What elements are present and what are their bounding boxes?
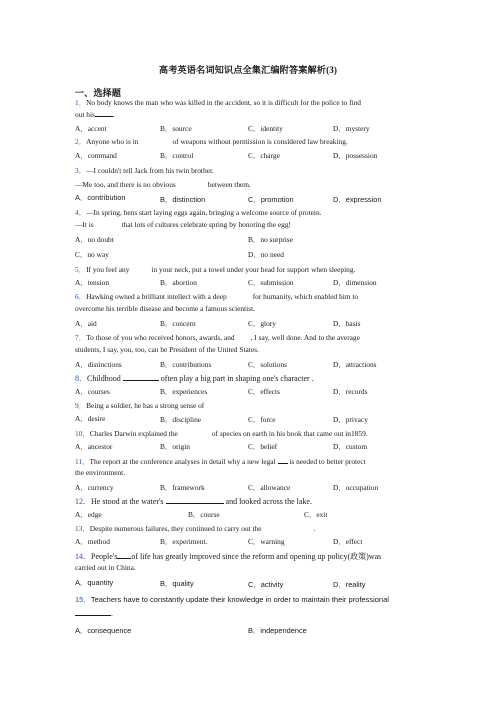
- option-b[interactable]: B．independence: [248, 626, 307, 635]
- option-a[interactable]: A．aid: [75, 319, 97, 328]
- option-a[interactable]: A．quantity: [75, 578, 114, 587]
- question-3-text: 3．—I couldn't tell Jack from his twin brother.: [75, 166, 214, 175]
- answer-blank: [278, 456, 288, 464]
- option-a[interactable]: A．consequence: [75, 626, 132, 635]
- option-b[interactable]: B．origin: [160, 442, 190, 451]
- option-d[interactable]: D．attractions: [333, 360, 377, 369]
- option-c[interactable]: C．glory: [248, 319, 276, 328]
- question-6-text: 6．Hawking owned a brilliant intellect with a deep for humanity, which enabled him to: [75, 292, 359, 301]
- option-d[interactable]: D．privacy: [333, 415, 368, 424]
- answer-blank: [166, 496, 224, 504]
- question-2-text: 2．Anyone who is in of weapons without permission is considered law breaking.: [75, 137, 348, 146]
- question-13-text: 13．Despite numerous failures, they continued to carry out the .: [75, 524, 316, 533]
- option-b[interactable]: B．concern: [160, 319, 196, 328]
- option-b[interactable]: B．course: [188, 510, 220, 519]
- option-c[interactable]: C．charge: [248, 151, 280, 160]
- option-d[interactable]: D．possession: [333, 151, 378, 160]
- section-heading: 一、选择题: [75, 88, 121, 98]
- question-14-text-cont: carried out in China.: [75, 563, 136, 572]
- question-4-text: 4．—In spring, hens start laying eggs again, bringing a welcome source of protein.: [75, 208, 322, 217]
- option-b[interactable]: B．contributions: [160, 360, 212, 369]
- option-b[interactable]: B．experiment.: [160, 537, 208, 546]
- option-d[interactable]: D．basis: [333, 319, 361, 328]
- option-c[interactable]: C．warning: [248, 537, 285, 546]
- option-d[interactable]: D．custom: [333, 442, 368, 451]
- option-a[interactable]: A．method: [75, 537, 110, 546]
- question-15-text: 15．Teachers have to constantly update their knowledge in order to maintain their professional: [75, 595, 389, 604]
- option-a[interactable]: A．currency: [75, 483, 114, 492]
- option-c[interactable]: C．submission: [248, 278, 294, 287]
- option-c[interactable]: C．allowance: [248, 483, 291, 492]
- option-b[interactable]: B．distinction: [160, 195, 206, 204]
- option-d[interactable]: D．dimension: [333, 278, 377, 287]
- question-4-text-cont: —It is that lots of cultures celebrate spring by honoring the egg!: [75, 220, 292, 229]
- question-11-text: 11．The report at the conference analyses in detail why a new legal is needed to better protect: [75, 457, 366, 466]
- option-d[interactable]: D．mystery: [333, 124, 370, 133]
- answer-blank: [75, 608, 111, 616]
- option-b[interactable]: B．experiences: [160, 387, 208, 396]
- option-a[interactable]: A．courses: [75, 387, 110, 396]
- option-a[interactable]: A．command: [75, 151, 117, 160]
- option-c[interactable]: C．exit: [304, 510, 328, 519]
- option-a[interactable]: A．tension: [75, 278, 110, 287]
- question-5-text: 5．If you feel any in your neck, put a towel under your head for support when sleeping.: [75, 265, 356, 274]
- question-11-text-cont: the environment.: [75, 468, 126, 477]
- question-1-text: 1．No body knows the man who was killed in the accident, so it is difficult for the police to find: [75, 98, 362, 107]
- answer-blank: [95, 109, 113, 117]
- option-b[interactable]: B．framework: [160, 483, 205, 492]
- option-b[interactable]: B．abortion: [160, 278, 197, 287]
- option-a[interactable]: A．desire: [75, 414, 106, 423]
- question-3-text-cont: —Me too, and there is no obvious between them.: [75, 180, 251, 189]
- option-c[interactable]: C．activity: [248, 580, 284, 589]
- option-c[interactable]: C．effects: [248, 387, 280, 396]
- option-a[interactable]: A．edge: [75, 510, 102, 519]
- option-d[interactable]: D．occupation: [333, 483, 379, 492]
- question-1-text-cont: out his .: [75, 110, 115, 119]
- question-10-text: 10．Charles Darwin explained the of species on earth in his book that came out in1859.: [75, 429, 368, 438]
- option-d[interactable]: D．records: [333, 387, 368, 396]
- option-d[interactable]: D．reality: [333, 580, 366, 589]
- option-a[interactable]: A．accent: [75, 124, 107, 133]
- answer-blank: [117, 551, 131, 559]
- question-7-text: 7．To those of you who received honors, awards, and , I say, well done. And to the average: [75, 333, 360, 342]
- question-12-text: 12．He stood at the water's and looked across the lake.: [75, 497, 312, 506]
- option-d[interactable]: D．effect: [333, 537, 363, 546]
- option-c[interactable]: C．identity: [248, 124, 283, 133]
- question-9-text: 9．Being a soldier, he has a strong sense of: [75, 401, 205, 410]
- option-d[interactable]: D．no need: [248, 250, 284, 259]
- option-a[interactable]: A．contribution: [75, 193, 126, 202]
- option-c[interactable]: C．force: [248, 415, 276, 424]
- option-c[interactable]: C．no way: [75, 250, 109, 259]
- question-6-text-cont: overcome his terrible disease and become a famous scientist.: [75, 304, 255, 313]
- option-b[interactable]: B．source: [160, 124, 192, 133]
- option-b[interactable]: B．quality: [160, 579, 194, 588]
- answer-blank: [123, 373, 159, 381]
- option-c[interactable]: C．solutions: [248, 360, 288, 369]
- question-8-text: 8．Childhood often play a big part in shaping one's character .: [75, 374, 314, 383]
- question-14-text: 14．People's of life has greatly improved since the reform and opening up policy(政策)was: [75, 552, 382, 561]
- question-15-text-cont: .: [75, 608, 425, 618]
- option-c[interactable]: C．belief: [248, 442, 278, 451]
- option-a[interactable]: A．distinctions: [75, 360, 122, 369]
- option-b[interactable]: B．discipline: [160, 415, 202, 424]
- option-d[interactable]: D．expression: [333, 195, 382, 204]
- page-title: 高考英语名词知识点全集汇编附答案解析(3): [158, 65, 338, 75]
- option-b[interactable]: B．control: [160, 151, 194, 160]
- option-a[interactable]: A．ancestor: [75, 442, 113, 451]
- option-b[interactable]: B．no surprise: [248, 235, 293, 244]
- option-c[interactable]: C．promotion: [248, 195, 294, 204]
- question-7-text-cont: students, I say, you, too, can be President of the United States.: [75, 345, 259, 354]
- option-a[interactable]: A．no doubt: [75, 235, 114, 244]
